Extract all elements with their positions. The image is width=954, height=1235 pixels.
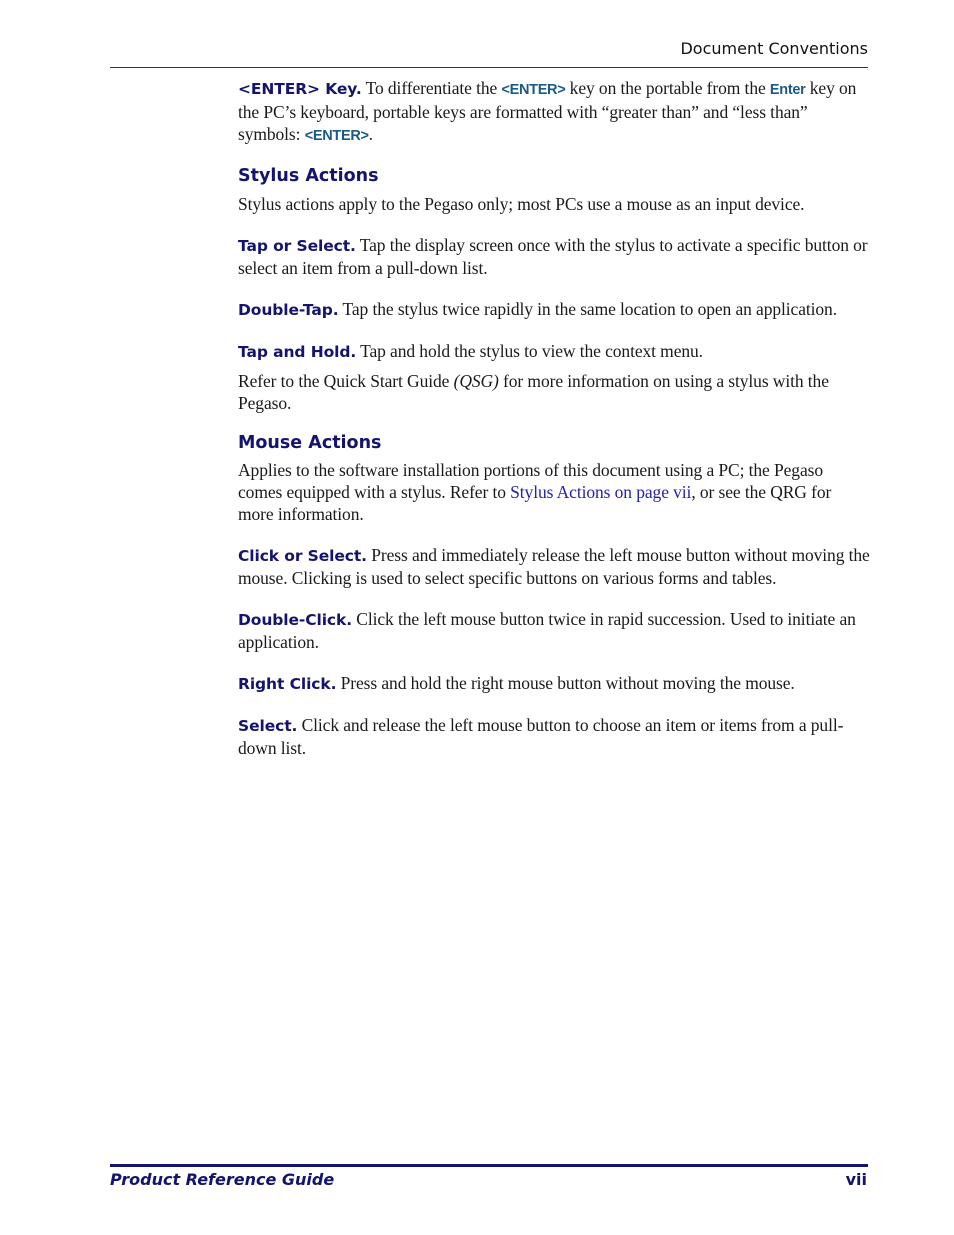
enter-key-text-2: key on the portable from the [565, 78, 770, 98]
page-number: vii [845, 1170, 867, 1189]
stylus-actions-heading: Stylus Actions [238, 166, 379, 186]
mouse-item-select [238, 714, 870, 759]
stylus-item-tap-or-select [238, 234, 870, 279]
footer-rule [110, 1164, 868, 1167]
mouse-item-text: Click and release the left mouse button to choose an item or items from a pull-down list. [238, 715, 844, 758]
header-rule [110, 67, 868, 68]
stylus-item-term: Double-Tap. [238, 301, 339, 319]
stylus-refer-text-a: Refer to the Quick Start Guide [238, 371, 454, 391]
mouse-item-double-click [238, 608, 870, 653]
page-content [238, 77, 870, 759]
running-header: Document Conventions [680, 39, 868, 58]
stylus-item-text: Tap the stylus twice rapidly in the same location to open an application. [338, 299, 837, 319]
mouse-intro-text-b: , or see the QRG for more information. [238, 482, 832, 524]
enter-key-paragraph [238, 77, 870, 147]
mouse-actions-heading: Mouse Actions [238, 433, 382, 453]
stylus-intro: Stylus actions apply to the Pegaso only; most PCs use a mouse as an input device. [238, 194, 805, 214]
mouse-item-term: Click or Select. [238, 547, 367, 565]
enter-key-text-4: . [368, 124, 373, 144]
stylus-item-term: Tap and Hold. [238, 343, 357, 361]
mouse-item-click-or-select [238, 544, 870, 589]
mouse-item-text: Press and hold the right mouse button without moving the mouse. [336, 673, 795, 693]
footer-title: Product Reference Guide [110, 1170, 335, 1189]
mouse-item-term: Right Click. [238, 675, 337, 693]
stylus-refer-paragraph [238, 370, 870, 414]
enter-key-text-1: To differentiate the [361, 78, 502, 98]
enter-key-text-3: key on the PC’s keyboard, portable keys are formatted with “greater than” and “less than” symbols: [238, 78, 857, 144]
enter-key-glyph-1: <ENTER> [501, 82, 566, 98]
stylus-refer-qsg: (QSG) [453, 371, 499, 391]
enter-key-glyph-2: Enter [769, 82, 806, 98]
mouse-item-text: Press and immediately release the left mouse button without moving the mouse. Clicking is used to select specific buttons on various forms and tables. [238, 545, 870, 588]
enter-key-glyph-3: <ENTER> [304, 128, 369, 144]
enter-key-term: <ENTER> Key. [238, 80, 362, 98]
mouse-item-text: Click the left mouse button twice in rapid succession. Used to initiate an application. [238, 609, 856, 652]
stylus-item-tap-and-hold [238, 340, 870, 363]
stylus-item-text: Tap and hold the stylus to view the context menu. [356, 341, 703, 361]
mouse-intro [238, 459, 870, 525]
mouse-intro-text-a: Applies to the software installation portions of this document using a PC; the Pegaso comes equipped with a stylus. Refer to [238, 460, 823, 502]
stylus-item-double-tap [238, 298, 870, 321]
stylus-item-term: Tap or Select. [238, 237, 356, 255]
stylus-actions-link[interactable]: Stylus Actions on page vii [510, 482, 692, 502]
mouse-item-right-click [238, 672, 870, 695]
stylus-item-text: Tap the display screen once with the stylus to activate a specific button or select an item from a pull-down list. [238, 235, 868, 278]
stylus-refer-text-b: for more information on using a stylus with the Pegaso. [238, 371, 829, 413]
mouse-item-term: Select. [238, 717, 298, 735]
mouse-item-term: Double-Click. [238, 611, 352, 629]
